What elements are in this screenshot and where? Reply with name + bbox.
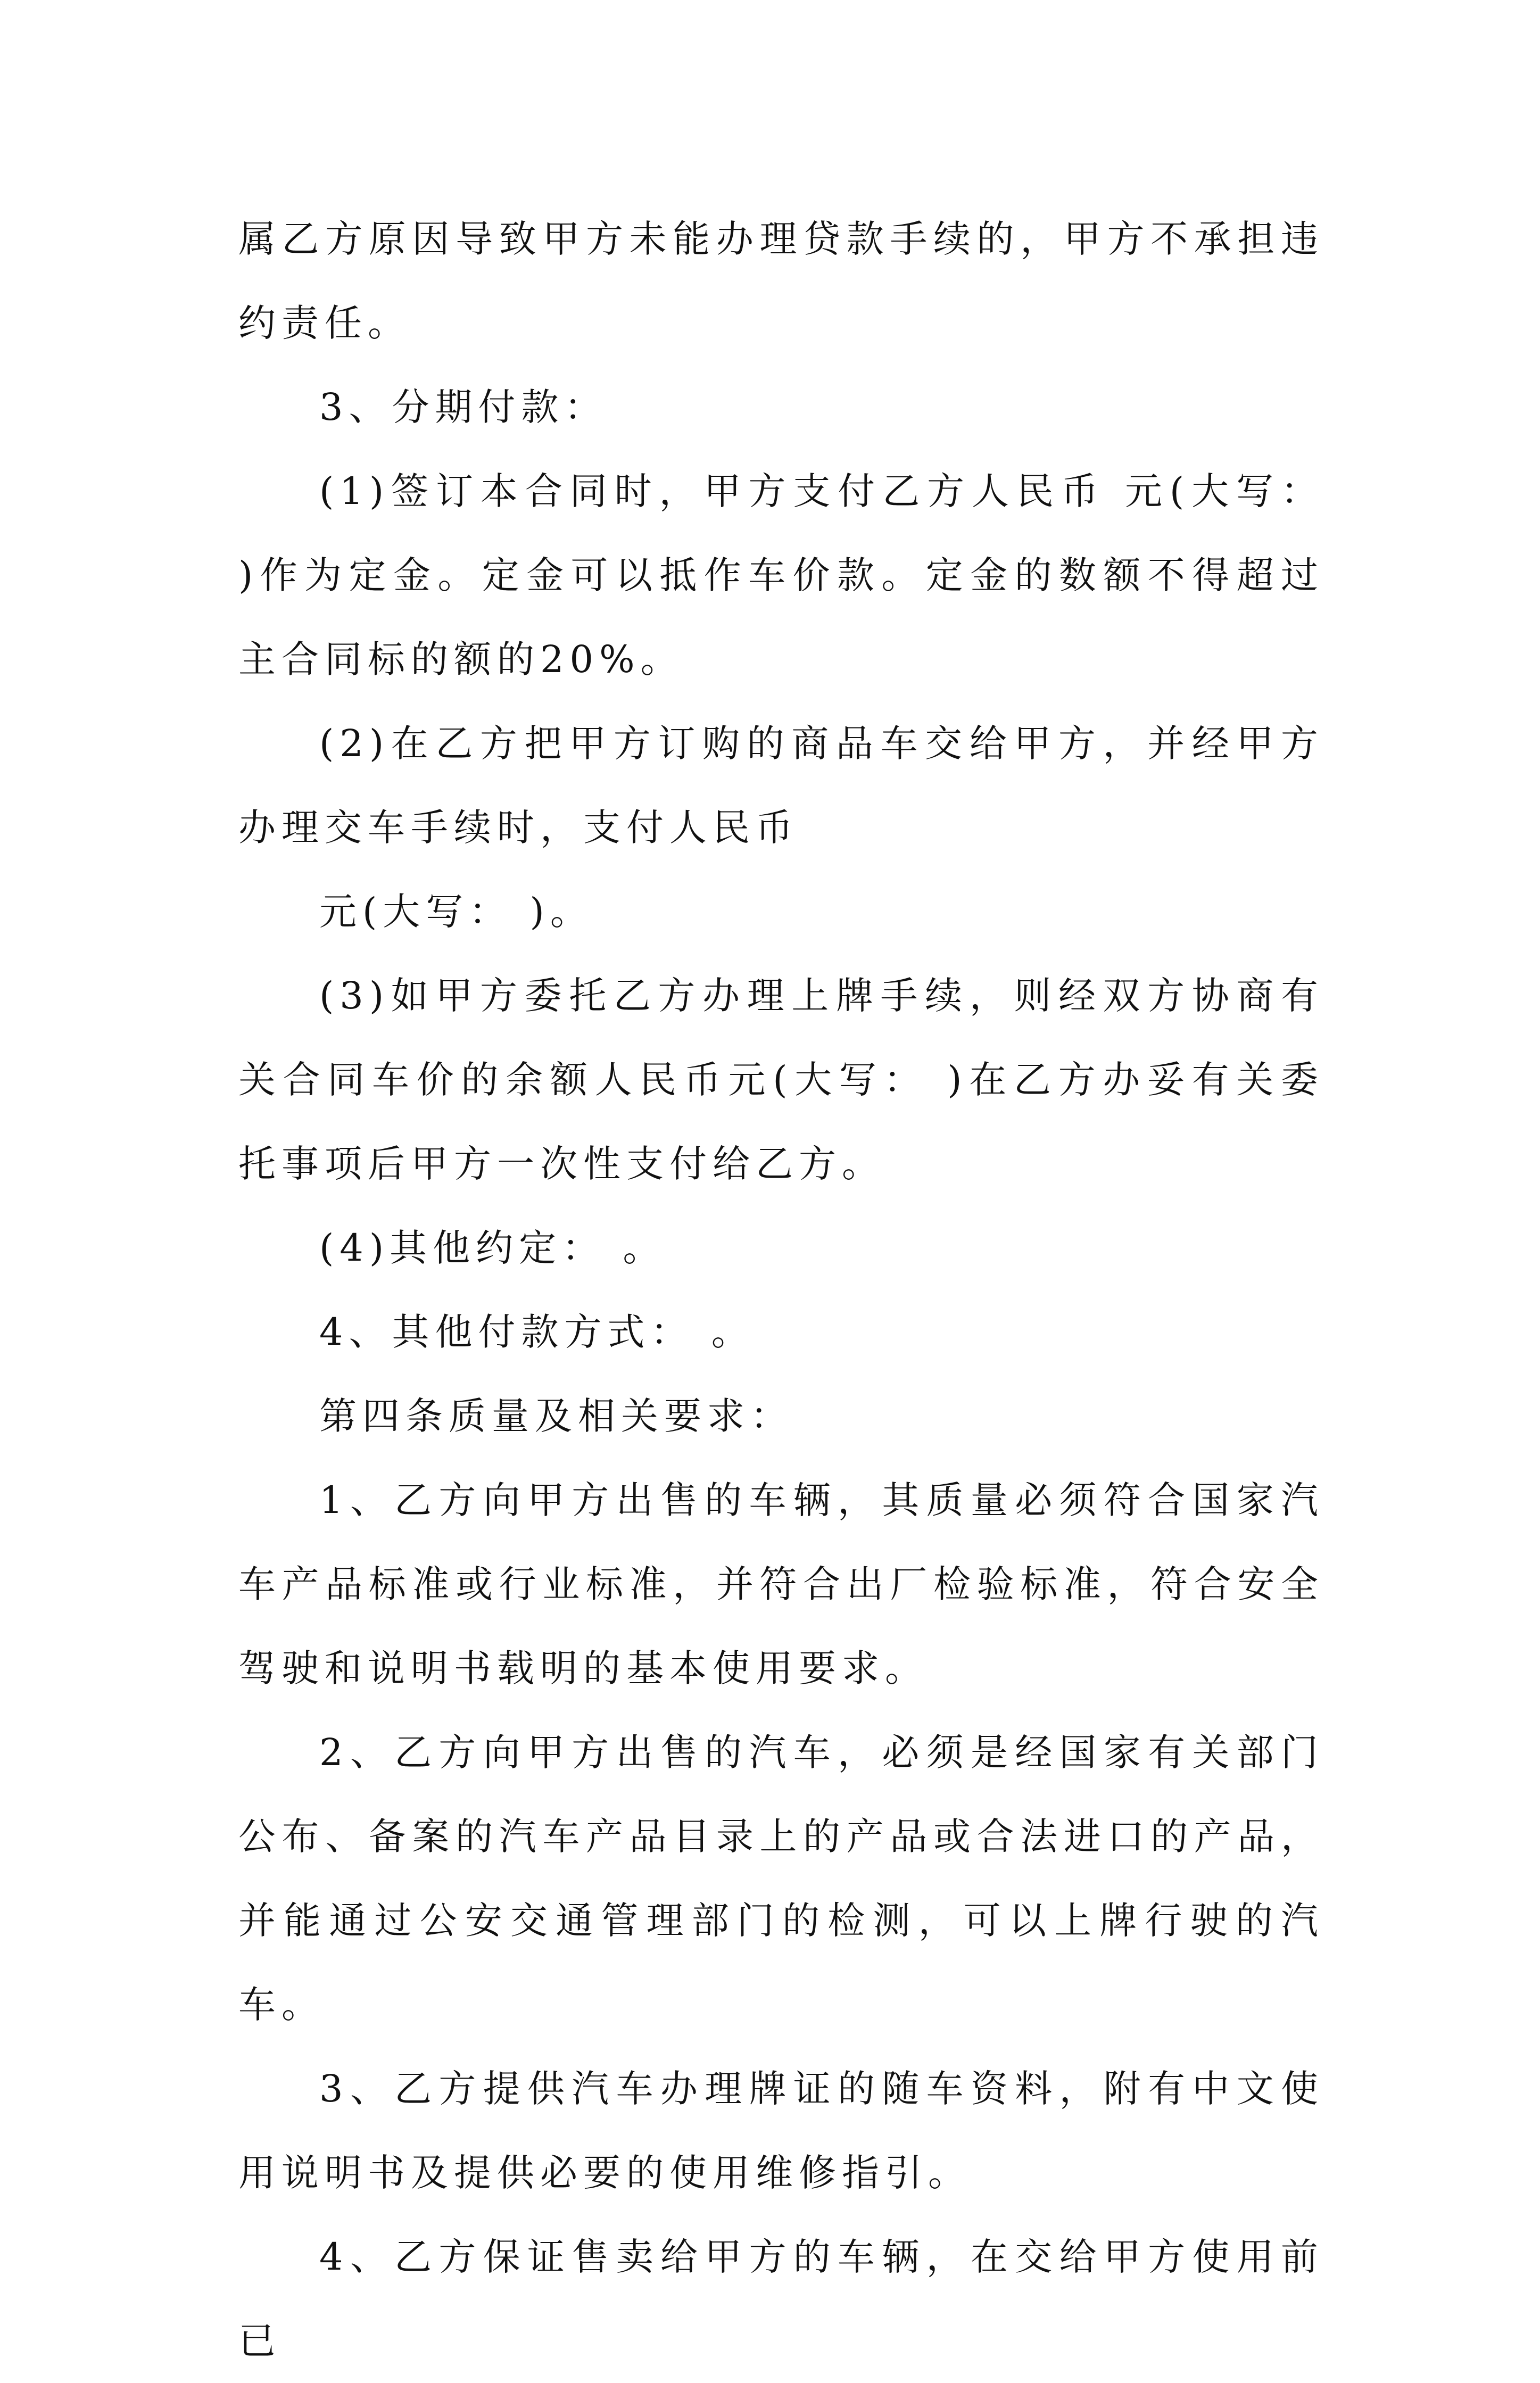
document-body	[238, 197, 1324, 2383]
paragraph-other-payment: 4、其他付款方式： 。	[319, 1310, 755, 1354]
paragraph-installment-2-amount: 元(大写： )。	[319, 890, 593, 933]
paragraph-quality-3: 3、乙方提供汽车办理牌证的随车资料，附有中文使用说明书及提供必要的使用维修指引。	[238, 2067, 1324, 2195]
paragraph-continuation: 属乙方原因导致甲方未能办理贷款手续的，甲方不承担违约责任。	[238, 217, 1324, 345]
paragraph-quality-4: 4、乙方保证售卖给甲方的车辆，在交给甲方使用前已	[238, 2235, 1324, 2363]
paragraph-quality-2: 2、乙方向甲方出售的汽车，必须是经国家有关部门公布、备案的汽车产品目录上的产品或合法进口的产品，并能通过公安交通管理部门的检测，可以上牌行驶的汽车。	[238, 1731, 1324, 2026]
paragraph-installment-2: (2)在乙方把甲方订购的商品车交给甲方，并经甲方办理交车手续时，支付人民币	[238, 722, 1324, 849]
paragraph-quality-1: 1、乙方向甲方出售的车辆，其质量必须符合国家汽车产品标准或行业标准，并符合出厂检验标准，符合安全驾驶和说明书载明的基本使用要求。	[238, 1478, 1324, 1690]
paragraph-installment-4: (4)其他约定： 。	[319, 1226, 666, 1270]
paragraph-installment-heading: 3、分期付款：	[319, 385, 608, 429]
paragraph-installment-3: (3)如甲方委托乙方办理上牌手续，则经双方协商有关合同车价的余额人民币元(大写： )在乙方办妥有关委托事项后甲方一次性支付给乙方。	[238, 974, 1324, 1186]
paragraph-article-4-heading: 第四条质量及相关要求：	[319, 1394, 793, 1438]
paragraph-installment-1: (1)签订本合同时，甲方支付乙方人民币 元(大写： )作为定金。定金可以抵作车价款。定金的数额不得超过主合同标的额的20%。	[238, 469, 1324, 681]
